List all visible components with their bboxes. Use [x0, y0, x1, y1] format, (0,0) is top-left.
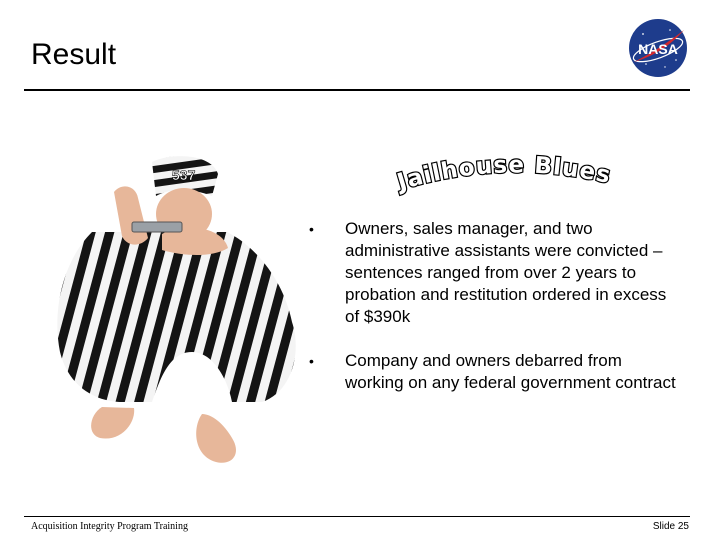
bullet-item: [300, 218, 700, 328]
bullet-text: Owners, sales manager, and two administrative assistants were convicted – sentences ranged from over 2 years to probation and restitution ordered in excess of $390k: [345, 219, 667, 326]
footer-divider: [24, 516, 690, 517]
bullet-list: [300, 218, 700, 416]
nasa-logo-icon: [626, 16, 690, 80]
footer-left-text: Acquisition Integrity Program Training: [31, 521, 188, 532]
bullet-marker: •: [309, 221, 314, 237]
slide-number: Slide 25: [652, 521, 689, 532]
svg-text:Jailhouse Blues: Jailhouse Blues: [394, 152, 614, 196]
svg-text:537: 537: [172, 167, 196, 183]
bullet-text: Company and owners debarred from working on any federal government contract: [345, 351, 676, 392]
title-divider: [24, 89, 690, 91]
bullet-marker: •: [309, 353, 314, 369]
slide-title: Result: [31, 38, 117, 71]
prisoner-harmonica-photo: [52, 152, 302, 474]
svg-text:NASA: NASA: [638, 41, 678, 57]
bullet-item: [300, 350, 700, 394]
jailhouse-blues-wordart: [392, 138, 616, 200]
